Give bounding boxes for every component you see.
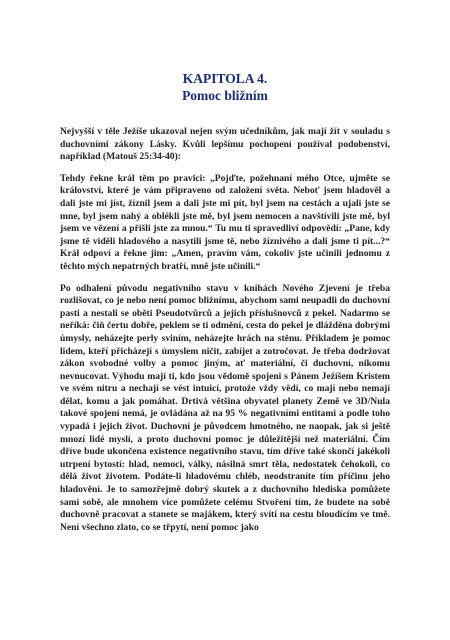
chapter-title: KAPITOLA 4. [182,71,268,86]
chapter-subtitle: Pomoc bližním [182,88,268,103]
parable-quote-paragraph: Tehdy řekne král těm po pravici: „Pojďte, požehnaní mého Otce, ujměte se království, které je vám připraveno od založení světa. Neboť jsem hladověl a dali jste mi jíst, žíznil jsem a dali jste mi pít, byl jsem na cestách a ujali jste se mne, byl jsem nahý a oblékli jste mě, byl jsem nemocen a navštívili jste mě, byl jsem ve vězení a přišli jste za mnou.“ Tu mu ti spravedliví odpovědí: „Pane, kdy jsme tě viděli hladového a nasytili jsme tě, nebo žíznivého a dali jsme ti pít...?“ Král odpoví a řekne jim: „Amen, pravím vám, cokoliv jste učinili jednomu z těchto mých nepatrných bratří, mně jste učinili.“ [60,172,390,272]
intro-paragraph: Nejvyšší v těle Ježíše ukazoval nejen svým učedníkům, jak mají žít v souladu s duchovními zákony Lásky. Kvůli lepšímu pochopení používal podobenství, například (Matouš 25:34-40): [60,126,390,163]
chapter-heading [0,70,450,104]
chapter-body [60,126,390,543]
commentary-paragraph: Po odhalení původu negativního stavu v knihách Nového Zjevení je třeba rozlišovat, co je nebo není pomoc bližnímu, abychom sami neupadli do duchovní pasti a nestali se oběti Pseudotvůrců a jejich příslušnovců z pekel. Nadarmo se neříká: čiň čertu dobře, peklem se ti odmění, cesta do pekel je dlážděna dobrými úmysly, neházejte perly sviním, neházejte hrách na stěnu. Příkladem je pomoc lidem, kteří přicházejí s úmyslem ničit, zabíjet a zotročovat. Je třeba dodržovat zákon svobodné volby a pomoc jiným, ať materiální, či duchovní, nikomu nevnucovat. Výhodu mají ti, kdo jsou vědomě spojeni s Pánem Ježíšem Kristem ve svém nitru a nechají se vést intuicí, protože vždy vědí, co mají nebo nemají dělat, komu a jak pomáhat. Drtivá většina obyvatel planety Země ve 3D/Nula takové spojení nemá, je ovládána až na 95 % negativními entitami a podle toho vypadá i jejich život. Duchovní je původcem hmotného, ne naopak, jak si ještě mnozí lidé myslí, a proto duchovní pomoc je důležitější než materiální. Čím dříve bude ukončena existence negativního stavu, tím dříve také skončí jakékoli utrpení bytostí: hlad, nemoci, války, násilná smrt těla, nedostatek čehokoli, co dělá život životem. Podáte-li hladovému chléb, neodstraníte tím příčinu jeho hladovění. Je to samozřejmě dobrý skutek a z duchovního hlediska pomůžete sami sobě, ale mnohem více pomůžete celému Stvoření tím, že budete na sobě duchovně pracovat a stanete se majákem, který svítí na cestu bloudícím ve tmě. Není všechno zlato, co se třpytí, není pomoc jako [60,282,390,533]
